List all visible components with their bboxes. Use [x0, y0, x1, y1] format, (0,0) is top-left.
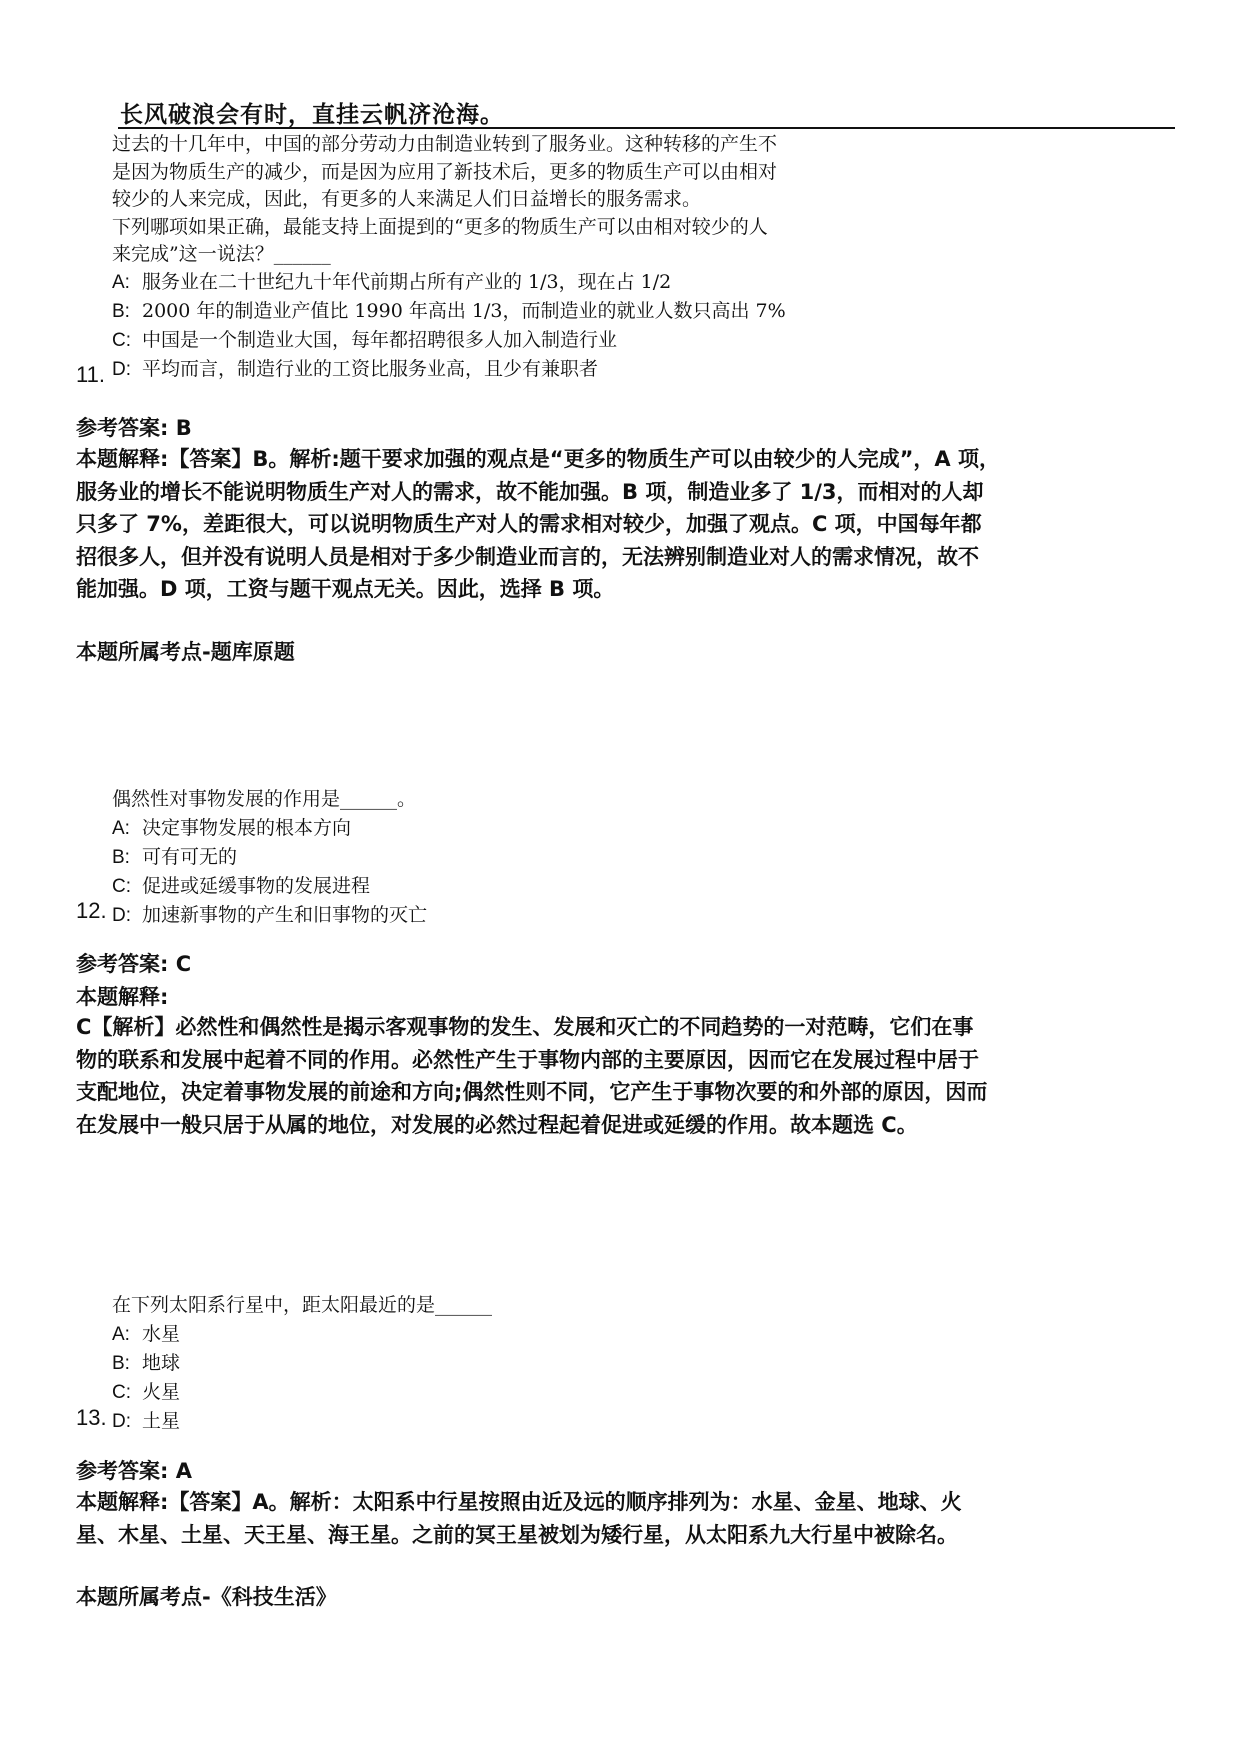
option-d [112, 901, 427, 930]
question-number: 13. [76, 1405, 107, 1430]
explanation-line: 物的联系和发展中起着不同的作用。必然性产生于事物内部的主要原因，因而它在发展过程中居于 [76, 1047, 979, 1072]
option-list [112, 268, 786, 384]
question-stem [112, 1292, 942, 1320]
option-letter: A: [112, 272, 130, 293]
option-letter: A: [112, 818, 130, 839]
question-number: 12. [76, 898, 107, 923]
answer-explanation [76, 443, 1172, 606]
option-text: 可有可无的 [142, 846, 238, 868]
option-a [112, 268, 786, 297]
option-letter: D: [112, 359, 131, 380]
reference-answer: 参考答案: A [76, 1459, 192, 1483]
page-header-motto: 长风破浪会有时，直挂云帆济沧海。 [120, 101, 504, 128]
option-d [112, 355, 786, 384]
option-a [112, 1320, 180, 1349]
option-letter: B: [112, 301, 130, 322]
option-text: 加速新事物的产生和旧事物的灭亡 [142, 904, 428, 926]
stem-line: 是因为物质生产的减少，而是因为应用了新技术后，更多的物质生产可以由相对 [112, 160, 778, 183]
option-text: 地球 [142, 1352, 181, 1374]
option-text: 服务业在二十世纪九十年代前期占所有产业的 1/3，现在占 1/2 [142, 271, 672, 293]
option-a [112, 814, 427, 843]
question-stem [112, 786, 942, 814]
header-divider [118, 127, 1175, 129]
option-b [112, 1349, 180, 1378]
explanation-line: 支配地位，决定着事物发展的前途和方向;偶然性则不同，它产生于事物次要的和外部的原因，因而 [76, 1080, 988, 1104]
knowledge-point: 本题所属考点-题库原题 [76, 640, 295, 664]
option-letter: A: [112, 1324, 130, 1345]
explanation-line: 只多了 7%，差距很大，可以说明物质生产对人的需求相对较少，加强了观点。C 项，中国每年都 [76, 512, 982, 536]
explanation-line: 服务业的增长不能说明物质生产对人的需求，故不能加强。B 项，制造业多了 1/3，而相对的人却 [76, 479, 984, 504]
option-text: 火星 [142, 1381, 181, 1403]
stem-line: 在下列太阳系行星中，距太阳最近的是______ [112, 1294, 493, 1316]
explanation-line: 能加强。D 项，工资与题干观点无关。因此，选择 B 项。 [76, 577, 615, 601]
explanation-heading: 本题解释: [76, 985, 169, 1009]
option-c [112, 1378, 180, 1407]
reference-answer: 参考答案: C [76, 952, 192, 976]
explanation-line: 本题解释:【答案】B。解析:题干要求加强的观点是“更多的物质生产可以由较少的人完成”，A 项， [76, 447, 1000, 471]
answer-explanation [76, 1011, 1172, 1141]
explanation-line: 在发展中一般只居于从属的地位，对发展的必然过程起着促进或延缓的作用。故本题选 C。 [76, 1112, 918, 1137]
explanation-line: C【解析】必然性和偶然性是揭示客观事物的发生、发展和灭亡的不同趋势的一对范畴，它们在事 [76, 1015, 974, 1039]
question-stem [112, 131, 942, 269]
option-letter: D: [112, 905, 131, 926]
option-text: 2000 年的制造业产值比 1990 年高出 1/3，而制造业的就业人数只高出 7% [142, 300, 786, 322]
stem-line: 下列哪项如果正确，最能支持上面提到的“更多的物质生产可以由相对较少的人 [112, 215, 768, 238]
stem-line: 偶然性对事物发展的作用是______。 [112, 788, 417, 810]
option-letter: B: [112, 847, 130, 868]
option-text: 水星 [142, 1323, 181, 1345]
option-letter: B: [112, 1353, 130, 1374]
knowledge-point: 本题所属考点-《科技生活》 [76, 1585, 337, 1609]
answer-explanation [76, 1486, 1172, 1551]
option-letter: C: [112, 876, 131, 897]
stem-line: 来完成”这一说法？______ [112, 243, 331, 265]
option-b [112, 843, 427, 872]
explanation-line: 星、木星、土星、天王星、海王星。之前的冥王星被划为矮行星，从太阳系九大行星中被除名。 [76, 1522, 958, 1547]
option-c [112, 872, 427, 901]
option-b [112, 297, 786, 326]
option-list [112, 1320, 180, 1436]
option-letter: C: [112, 330, 131, 351]
option-list [112, 814, 427, 930]
option-letter: D: [112, 1411, 131, 1432]
option-letter: C: [112, 1382, 131, 1403]
question-number: 11. [76, 362, 105, 387]
stem-line: 较少的人来完成，因此，有更多的人来满足人们日益增长的服务需求。 [112, 188, 702, 210]
option-d [112, 1407, 180, 1436]
option-text: 土星 [142, 1410, 181, 1432]
option-text: 决定事物发展的根本方向 [142, 817, 352, 839]
explanation-line: 本题解释:【答案】A。解析：太阳系中行星按照由近及远的顺序排列为：水星、金星、地球、火 [76, 1490, 962, 1514]
option-text: 中国是一个制造业大国，每年都招聘很多人加入制造行业 [142, 329, 618, 351]
option-text: 平均而言，制造行业的工资比服务业高，且少有兼职者 [142, 358, 599, 380]
stem-line: 过去的十几年中，中国的部分劳动力由制造业转到了服务业。这种转移的产生不 [112, 133, 778, 155]
option-c [112, 326, 786, 355]
reference-answer: 参考答案: B [76, 416, 192, 440]
explanation-line: 招很多人，但并没有说明人员是相对于多少制造业而言的，无法辨别制造业对人的需求情况，故不 [76, 544, 979, 569]
option-text: 促进或延缓事物的发展进程 [142, 875, 371, 897]
